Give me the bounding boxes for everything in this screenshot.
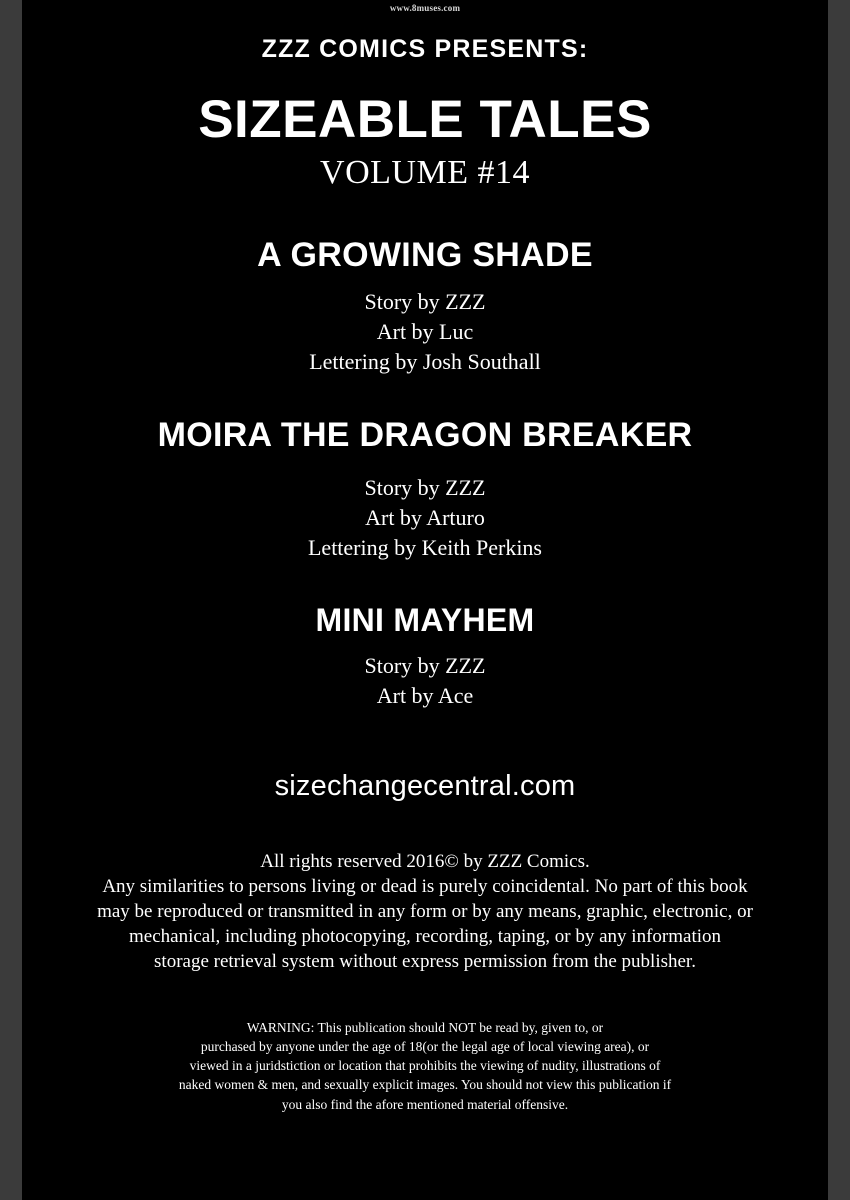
website-link[interactable]: sizechangecentral.com <box>274 769 576 802</box>
copyright-line: Any similarities to persons living or dead is purely coincidental. No part of this book <box>102 875 748 897</box>
story-entry <box>0 416 850 564</box>
story-title: MINI MAYHEM <box>315 601 535 638</box>
site-watermark: www.8muses.com <box>389 3 461 13</box>
warning-line: viewed in a juridstiction or location that prohibits the viewing of nudity, illustrations of <box>189 1058 661 1074</box>
copyright-line: All rights reserved 2016© by ZZZ Comics. <box>260 850 590 872</box>
copyright-line: mechanical, including photocopying, recording, taping, or by any information <box>128 925 721 947</box>
credit-line: Lettering by Keith Perkins <box>307 535 542 561</box>
credit-line: Art by Luc <box>376 319 474 344</box>
copyright-line: may be reproduced or transmitted in any form or by any means, graphic, electronic, or <box>97 900 753 922</box>
warning-line: purchased by anyone under the age of 18(or the legal age of local viewing area), or <box>200 1039 650 1055</box>
right-margin-bar <box>828 0 850 1200</box>
credit-line: Art by Ace <box>376 683 474 709</box>
copyright-line: storage retrieval system without express permission from the publisher. <box>154 950 696 972</box>
credit-line: Story by ZZZ <box>364 474 486 500</box>
story-entry <box>0 236 850 378</box>
warning-line: you also find the afore mentioned material offensive. <box>281 1096 569 1112</box>
story-credits <box>0 473 850 564</box>
story-credits <box>0 651 850 712</box>
story-title: A GROWING SHADE <box>257 235 593 274</box>
story-credits <box>0 287 850 378</box>
page-title: SIZEABLE TALES <box>198 90 652 149</box>
credit-line: Story by ZZZ <box>364 652 486 678</box>
warning-line: naked women & men, and sexually explicit images. You should not view this publication if <box>178 1077 672 1093</box>
credit-line: Lettering by Josh Southall <box>309 349 541 375</box>
volume-label: VOLUME #14 <box>320 153 530 191</box>
publisher-presents-line: ZZZ COMICS PRESENTS: <box>261 35 589 63</box>
warning-line: WARNING: This publication should NOT be read by, given to, or <box>246 1019 604 1035</box>
age-warning-notice <box>145 1018 705 1114</box>
credit-line: Art by Arturo <box>365 505 485 531</box>
story-entry <box>0 602 850 712</box>
copyright-notice <box>65 849 785 974</box>
credit-line: Story by ZZZ <box>364 288 486 314</box>
story-title: MOIRA THE DRAGON BREAKER <box>157 415 693 454</box>
left-margin-bar <box>0 0 22 1200</box>
